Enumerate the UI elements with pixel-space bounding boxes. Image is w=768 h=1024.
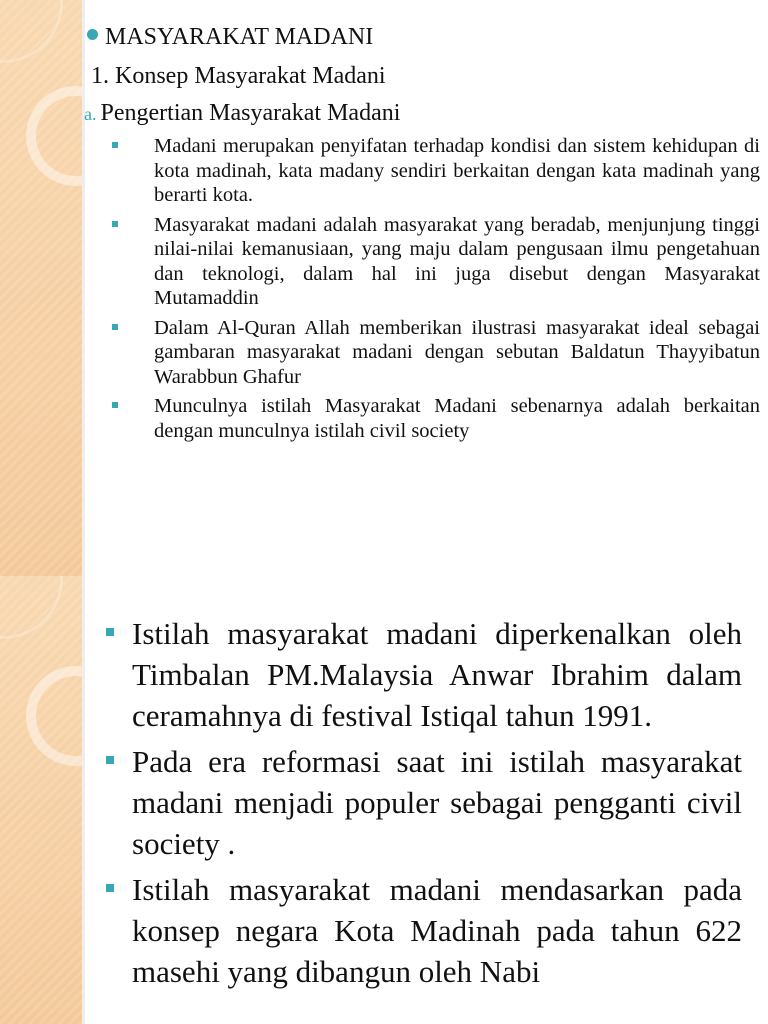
list-item-text: Masyarakat madani adalah masyarakat yang beradab, menjunjung tinggi nilai-nilai kemanusiaan, yang maju dalam pengusaan ilmu pengetahuan dan teknologi, dalam hal ini juga disebut dengan Masyarakat Mutamaddin [154, 213, 760, 309]
list-item-text: Dalam Al-Quran Allah memberikan ilustrasi masyarakat ideal sebagai gambaran masyarakat madani dengan sebutan Baldatun Thayyibatun Warabbun Ghafur [154, 316, 760, 388]
bullet-list [104, 613, 742, 997]
square-bullet-icon [106, 756, 114, 764]
square-bullet-icon [106, 628, 114, 636]
list-item [104, 613, 742, 736]
slide-title-text: MASYARAKAT MADANI [105, 24, 374, 50]
square-bullet-icon [106, 884, 114, 892]
list-item-text: Istilah masyarakat madani diperkenalkan oleh Timbalan PM.Malaysia Anwar Ibrahim dalam ceramahnya di festival Istiqal tahun 1991. [132, 616, 742, 733]
list-item-text: Istilah masyarakat madani mendasarkan pada konsep negara Kota Madinah pada tahun 622 masehi yang dibangun oleh Nabi [132, 872, 742, 989]
list-item [104, 741, 742, 864]
list-item [112, 316, 760, 390]
bullet-dot-icon [87, 29, 98, 40]
list-item [112, 394, 760, 443]
band-edge [82, 576, 85, 1024]
list-item [112, 134, 760, 208]
section-heading [84, 98, 400, 129]
band-pattern [0, 576, 82, 1024]
slide-2 [0, 576, 768, 1024]
bullet-list [112, 134, 760, 448]
list-item-text: Pada era reformasi saat ini istilah masyarakat madani menjadi populer sebagai pengganti civil society . [132, 744, 742, 861]
slide-title [87, 22, 373, 52]
section-title: Pengertian Masyarakat Madani [100, 100, 401, 126]
square-bullet-icon [112, 221, 118, 227]
section-letter: a. [84, 104, 97, 124]
subtitle: 1. Konsep Masyarakat Madani [91, 63, 386, 89]
square-bullet-icon [112, 142, 118, 148]
list-item [112, 213, 760, 311]
square-bullet-icon [112, 402, 118, 408]
list-item-text: Munculnya istilah Masyarakat Madani sebenarnya adalah berkaitan dengan munculnya istilah civil society [154, 395, 760, 442]
list-item-text: Madani merupakan penyifatan terhadap kondisi dan sistem kehidupan di kota madinah, kata madany sendiri berkaitan dengan kata madinah yang berarti kota. [154, 135, 760, 206]
list-item [104, 869, 742, 992]
band-edge [82, 0, 85, 576]
square-bullet-icon [112, 324, 118, 330]
